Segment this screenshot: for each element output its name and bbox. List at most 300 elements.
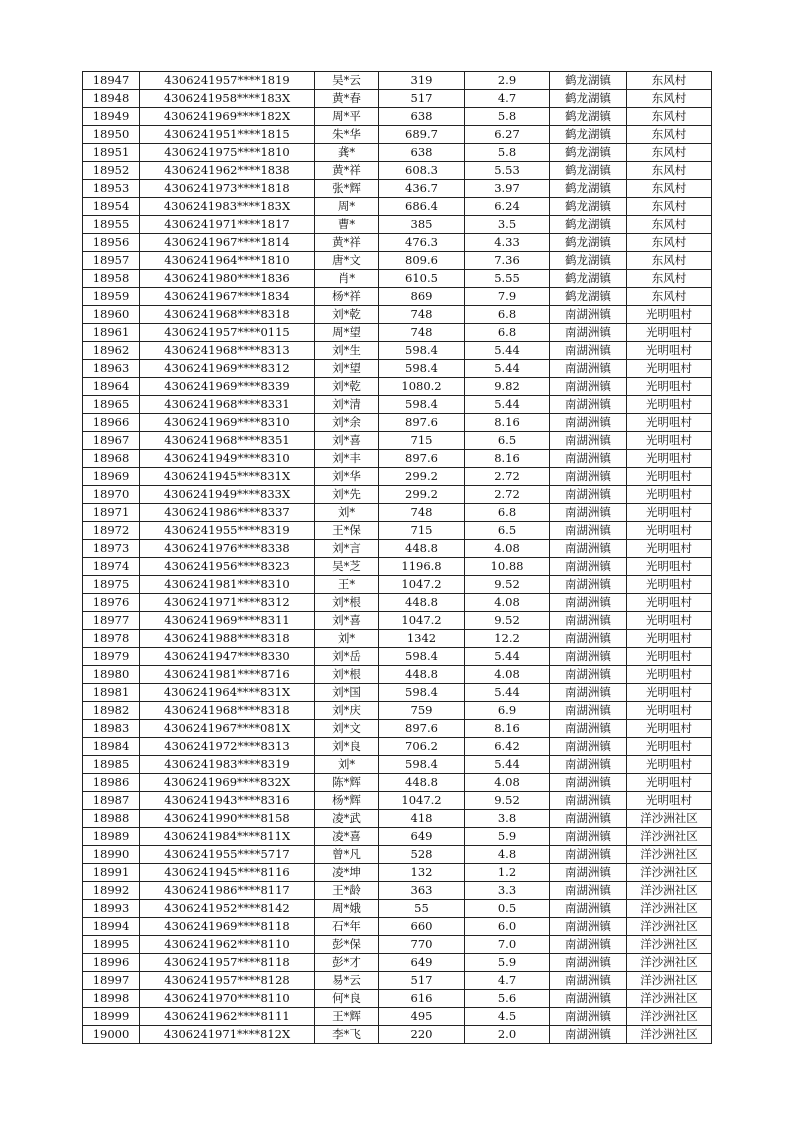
id-number-cell: 4306241983****8319 <box>140 756 315 774</box>
name-cell: 凌*喜 <box>315 828 379 846</box>
town-cell: 南湖洲镇 <box>550 720 627 738</box>
table-row <box>83 180 712 198</box>
area-cell: 6.8 <box>465 324 550 342</box>
table-row <box>83 954 712 972</box>
id-number-cell: 4306241983****183X <box>140 198 315 216</box>
id-number-cell: 4306241968****8351 <box>140 432 315 450</box>
town-cell: 南湖洲镇 <box>550 594 627 612</box>
row-number-cell: 18979 <box>83 648 140 666</box>
name-cell: 凌*武 <box>315 810 379 828</box>
name-cell: 唐*文 <box>315 252 379 270</box>
amount-cell: 649 <box>379 954 465 972</box>
amount-cell: 638 <box>379 108 465 126</box>
id-number-cell: 4306241969****8311 <box>140 612 315 630</box>
row-number-cell: 18975 <box>83 576 140 594</box>
table-row <box>83 126 712 144</box>
table-row <box>83 144 712 162</box>
row-number-cell: 18978 <box>83 630 140 648</box>
amount-cell: 660 <box>379 918 465 936</box>
table-row <box>83 1026 712 1044</box>
town-cell: 南湖洲镇 <box>550 378 627 396</box>
town-cell: 南湖洲镇 <box>550 630 627 648</box>
amount-cell: 598.4 <box>379 648 465 666</box>
town-cell: 南湖洲镇 <box>550 882 627 900</box>
area-cell: 3.5 <box>465 216 550 234</box>
table-row <box>83 900 712 918</box>
name-cell: 杨*祥 <box>315 288 379 306</box>
area-cell: 5.44 <box>465 342 550 360</box>
town-cell: 南湖洲镇 <box>550 936 627 954</box>
amount-cell: 748 <box>379 324 465 342</box>
town-cell: 鹤龙湖镇 <box>550 162 627 180</box>
village-cell: 东风村 <box>627 108 712 126</box>
village-cell: 东风村 <box>627 180 712 198</box>
row-number-cell: 18999 <box>83 1008 140 1026</box>
table-row <box>83 936 712 954</box>
area-cell: 3.3 <box>465 882 550 900</box>
name-cell: 张*辉 <box>315 180 379 198</box>
id-number-cell: 4306241964****831X <box>140 684 315 702</box>
row-number-cell: 18990 <box>83 846 140 864</box>
id-number-cell: 4306241969****8118 <box>140 918 315 936</box>
name-cell: 朱*华 <box>315 126 379 144</box>
village-cell: 光明咀村 <box>627 558 712 576</box>
amount-cell: 132 <box>379 864 465 882</box>
id-number-cell: 4306241971****1817 <box>140 216 315 234</box>
village-cell: 光明咀村 <box>627 360 712 378</box>
town-cell: 南湖洲镇 <box>550 864 627 882</box>
amount-cell: 715 <box>379 522 465 540</box>
town-cell: 鹤龙湖镇 <box>550 270 627 288</box>
name-cell: 刘*文 <box>315 720 379 738</box>
table-row <box>83 198 712 216</box>
name-cell: 刘*根 <box>315 666 379 684</box>
row-number-cell: 18961 <box>83 324 140 342</box>
amount-cell: 517 <box>379 972 465 990</box>
table-row <box>83 792 712 810</box>
name-cell: 王*保 <box>315 522 379 540</box>
village-cell: 洋沙洲社区 <box>627 1008 712 1026</box>
row-number-cell: 18958 <box>83 270 140 288</box>
area-cell: 5.6 <box>465 990 550 1008</box>
row-number-cell: 18956 <box>83 234 140 252</box>
id-number-cell: 4306241943****8316 <box>140 792 315 810</box>
row-number-cell: 18949 <box>83 108 140 126</box>
row-number-cell: 18977 <box>83 612 140 630</box>
village-cell: 洋沙洲社区 <box>627 918 712 936</box>
id-number-cell: 4306241976****8338 <box>140 540 315 558</box>
row-number-cell: 18985 <box>83 756 140 774</box>
village-cell: 光明咀村 <box>627 612 712 630</box>
table-row <box>83 702 712 720</box>
row-number-cell: 18948 <box>83 90 140 108</box>
area-cell: 7.0 <box>465 936 550 954</box>
town-cell: 南湖洲镇 <box>550 756 627 774</box>
area-cell: 5.9 <box>465 828 550 846</box>
table-row <box>83 486 712 504</box>
town-cell: 南湖洲镇 <box>550 1026 627 1044</box>
area-cell: 6.42 <box>465 738 550 756</box>
area-cell: 6.5 <box>465 522 550 540</box>
village-cell: 东风村 <box>627 90 712 108</box>
name-cell: 易*云 <box>315 972 379 990</box>
amount-cell: 706.2 <box>379 738 465 756</box>
area-cell: 5.8 <box>465 108 550 126</box>
name-cell: 杨*辉 <box>315 792 379 810</box>
table-row <box>83 774 712 792</box>
id-number-cell: 4306241973****1818 <box>140 180 315 198</box>
row-number-cell: 18947 <box>83 72 140 90</box>
area-cell: 10.88 <box>465 558 550 576</box>
area-cell: 7.9 <box>465 288 550 306</box>
table-row <box>83 432 712 450</box>
area-cell: 5.44 <box>465 396 550 414</box>
table-row <box>83 90 712 108</box>
id-number-cell: 4306241945****831X <box>140 468 315 486</box>
row-number-cell: 18963 <box>83 360 140 378</box>
name-cell: 刘* <box>315 504 379 522</box>
row-number-cell: 18976 <box>83 594 140 612</box>
name-cell: 周*娥 <box>315 900 379 918</box>
id-number-cell: 4306241957****8128 <box>140 972 315 990</box>
table-row <box>83 756 712 774</box>
town-cell: 南湖洲镇 <box>550 990 627 1008</box>
name-cell: 凌*坤 <box>315 864 379 882</box>
amount-cell: 598.4 <box>379 684 465 702</box>
amount-cell: 476.3 <box>379 234 465 252</box>
id-number-cell: 4306241947****8330 <box>140 648 315 666</box>
village-cell: 光明咀村 <box>627 540 712 558</box>
village-cell: 洋沙洲社区 <box>627 828 712 846</box>
town-cell: 南湖洲镇 <box>550 324 627 342</box>
village-cell: 洋沙洲社区 <box>627 954 712 972</box>
area-cell: 5.55 <box>465 270 550 288</box>
name-cell: 陈*辉 <box>315 774 379 792</box>
table-row <box>83 990 712 1008</box>
row-number-cell: 18972 <box>83 522 140 540</box>
area-cell: 4.08 <box>465 540 550 558</box>
town-cell: 鹤龙湖镇 <box>550 180 627 198</box>
id-number-cell: 4306241981****8716 <box>140 666 315 684</box>
id-number-cell: 4306241951****1815 <box>140 126 315 144</box>
amount-cell: 319 <box>379 72 465 90</box>
id-number-cell: 4306241968****8331 <box>140 396 315 414</box>
amount-cell: 528 <box>379 846 465 864</box>
town-cell: 南湖洲镇 <box>550 738 627 756</box>
town-cell: 南湖洲镇 <box>550 396 627 414</box>
amount-cell: 448.8 <box>379 540 465 558</box>
id-number-cell: 4306241969****832X <box>140 774 315 792</box>
name-cell: 黄*祥 <box>315 234 379 252</box>
area-cell: 9.52 <box>465 612 550 630</box>
name-cell: 刘*岳 <box>315 648 379 666</box>
village-cell: 洋沙洲社区 <box>627 864 712 882</box>
village-cell: 光明咀村 <box>627 738 712 756</box>
table-row <box>83 162 712 180</box>
id-number-cell: 4306241955****5717 <box>140 846 315 864</box>
id-number-cell: 4306241969****8312 <box>140 360 315 378</box>
amount-cell: 418 <box>379 810 465 828</box>
town-cell: 南湖洲镇 <box>550 342 627 360</box>
amount-cell: 1196.8 <box>379 558 465 576</box>
row-number-cell: 18952 <box>83 162 140 180</box>
area-cell: 12.2 <box>465 630 550 648</box>
amount-cell: 448.8 <box>379 594 465 612</box>
row-number-cell: 18969 <box>83 468 140 486</box>
name-cell: 刘*喜 <box>315 432 379 450</box>
village-cell: 光明咀村 <box>627 414 712 432</box>
name-cell: 刘*余 <box>315 414 379 432</box>
town-cell: 南湖洲镇 <box>550 828 627 846</box>
table-row <box>83 684 712 702</box>
village-cell: 东风村 <box>627 270 712 288</box>
town-cell: 南湖洲镇 <box>550 450 627 468</box>
id-number-cell: 4306241962****8110 <box>140 936 315 954</box>
table-row <box>83 612 712 630</box>
table-row <box>83 810 712 828</box>
village-cell: 光明咀村 <box>627 702 712 720</box>
town-cell: 鹤龙湖镇 <box>550 216 627 234</box>
name-cell: 刘*华 <box>315 468 379 486</box>
amount-cell: 897.6 <box>379 414 465 432</box>
village-cell: 光明咀村 <box>627 774 712 792</box>
id-number-cell: 4306241971****812X <box>140 1026 315 1044</box>
table-row <box>83 306 712 324</box>
name-cell: 李*飞 <box>315 1026 379 1044</box>
row-number-cell: 18955 <box>83 216 140 234</box>
amount-cell: 689.7 <box>379 126 465 144</box>
town-cell: 南湖洲镇 <box>550 540 627 558</box>
amount-cell: 748 <box>379 504 465 522</box>
area-cell: 4.7 <box>465 972 550 990</box>
village-cell: 东风村 <box>627 144 712 162</box>
amount-cell: 610.5 <box>379 270 465 288</box>
village-cell: 光明咀村 <box>627 324 712 342</box>
village-cell: 光明咀村 <box>627 630 712 648</box>
row-number-cell: 18967 <box>83 432 140 450</box>
id-number-cell: 4306241975****1810 <box>140 144 315 162</box>
area-cell: 5.44 <box>465 756 550 774</box>
table-row <box>83 828 712 846</box>
row-number-cell: 18988 <box>83 810 140 828</box>
name-cell: 吴*云 <box>315 72 379 90</box>
id-number-cell: 4306241955****8319 <box>140 522 315 540</box>
area-cell: 4.8 <box>465 846 550 864</box>
amount-cell: 748 <box>379 306 465 324</box>
amount-cell: 448.8 <box>379 666 465 684</box>
table-row <box>83 648 712 666</box>
table-row <box>83 738 712 756</box>
table-row <box>83 666 712 684</box>
town-cell: 南湖洲镇 <box>550 504 627 522</box>
town-cell: 南湖洲镇 <box>550 810 627 828</box>
row-number-cell: 18953 <box>83 180 140 198</box>
table-row <box>83 396 712 414</box>
row-number-cell: 18965 <box>83 396 140 414</box>
name-cell: 何*良 <box>315 990 379 1008</box>
area-cell: 4.33 <box>465 234 550 252</box>
row-number-cell: 18957 <box>83 252 140 270</box>
name-cell: 王*辉 <box>315 1008 379 1026</box>
row-number-cell: 18992 <box>83 882 140 900</box>
town-cell: 鹤龙湖镇 <box>550 126 627 144</box>
area-cell: 3.8 <box>465 810 550 828</box>
town-cell: 南湖洲镇 <box>550 414 627 432</box>
amount-cell: 517 <box>379 90 465 108</box>
area-cell: 9.52 <box>465 576 550 594</box>
table-row <box>83 1008 712 1026</box>
area-cell: 0.5 <box>465 900 550 918</box>
area-cell: 5.9 <box>465 954 550 972</box>
area-cell: 8.16 <box>465 450 550 468</box>
table-row <box>83 918 712 936</box>
amount-cell: 55 <box>379 900 465 918</box>
name-cell: 黄*祥 <box>315 162 379 180</box>
row-number-cell: 18994 <box>83 918 140 936</box>
amount-cell: 686.4 <box>379 198 465 216</box>
row-number-cell: 18973 <box>83 540 140 558</box>
table-row <box>83 360 712 378</box>
town-cell: 南湖洲镇 <box>550 576 627 594</box>
table-row <box>83 504 712 522</box>
id-number-cell: 4306241957****0115 <box>140 324 315 342</box>
amount-cell: 448.8 <box>379 774 465 792</box>
row-number-cell: 18962 <box>83 342 140 360</box>
table-row <box>83 630 712 648</box>
id-number-cell: 4306241984****811X <box>140 828 315 846</box>
village-cell: 洋沙洲社区 <box>627 936 712 954</box>
row-number-cell: 18987 <box>83 792 140 810</box>
area-cell: 5.44 <box>465 648 550 666</box>
village-cell: 东风村 <box>627 216 712 234</box>
table-row <box>83 450 712 468</box>
name-cell: 肖* <box>315 270 379 288</box>
amount-cell: 598.4 <box>379 756 465 774</box>
id-number-cell: 4306241962****8111 <box>140 1008 315 1026</box>
amount-cell: 759 <box>379 702 465 720</box>
row-number-cell: 18964 <box>83 378 140 396</box>
town-cell: 南湖洲镇 <box>550 306 627 324</box>
id-number-cell: 4306241964****1810 <box>140 252 315 270</box>
table-row <box>83 414 712 432</box>
area-cell: 6.24 <box>465 198 550 216</box>
id-number-cell: 4306241970****8110 <box>140 990 315 1008</box>
area-cell: 6.5 <box>465 432 550 450</box>
amount-cell: 897.6 <box>379 450 465 468</box>
village-cell: 光明咀村 <box>627 594 712 612</box>
table-row <box>83 720 712 738</box>
amount-cell: 1047.2 <box>379 612 465 630</box>
name-cell: 刘*生 <box>315 342 379 360</box>
amount-cell: 495 <box>379 1008 465 1026</box>
amount-cell: 299.2 <box>379 468 465 486</box>
id-number-cell: 4306241952****8142 <box>140 900 315 918</box>
area-cell: 5.53 <box>465 162 550 180</box>
village-cell: 东风村 <box>627 252 712 270</box>
name-cell: 刘*清 <box>315 396 379 414</box>
id-number-cell: 4306241969****8339 <box>140 378 315 396</box>
name-cell: 刘*乾 <box>315 378 379 396</box>
area-cell: 6.9 <box>465 702 550 720</box>
name-cell: 刘*望 <box>315 360 379 378</box>
id-number-cell: 4306241968****8318 <box>140 306 315 324</box>
table-row <box>83 576 712 594</box>
amount-cell: 649 <box>379 828 465 846</box>
area-cell: 8.16 <box>465 414 550 432</box>
id-number-cell: 4306241969****8310 <box>140 414 315 432</box>
area-cell: 4.08 <box>465 594 550 612</box>
id-number-cell: 4306241967****1814 <box>140 234 315 252</box>
town-cell: 南湖洲镇 <box>550 702 627 720</box>
row-number-cell: 18966 <box>83 414 140 432</box>
table-row <box>83 468 712 486</box>
table-row <box>83 234 712 252</box>
table-row <box>83 342 712 360</box>
row-number-cell: 18970 <box>83 486 140 504</box>
town-cell: 南湖洲镇 <box>550 432 627 450</box>
area-cell: 4.7 <box>465 90 550 108</box>
town-cell: 南湖洲镇 <box>550 792 627 810</box>
town-cell: 南湖洲镇 <box>550 972 627 990</box>
row-number-cell: 18960 <box>83 306 140 324</box>
name-cell: 刘*根 <box>315 594 379 612</box>
town-cell: 南湖洲镇 <box>550 522 627 540</box>
id-number-cell: 4306241949****833X <box>140 486 315 504</box>
area-cell: 4.08 <box>465 774 550 792</box>
name-cell: 周* <box>315 198 379 216</box>
row-number-cell: 18981 <box>83 684 140 702</box>
row-number-cell: 18991 <box>83 864 140 882</box>
name-cell: 黄*春 <box>315 90 379 108</box>
amount-cell: 385 <box>379 216 465 234</box>
name-cell: 彭*才 <box>315 954 379 972</box>
amount-cell: 616 <box>379 990 465 1008</box>
village-cell: 光明咀村 <box>627 342 712 360</box>
area-cell: 5.44 <box>465 684 550 702</box>
village-cell: 光明咀村 <box>627 396 712 414</box>
village-cell: 东风村 <box>627 198 712 216</box>
town-cell: 南湖洲镇 <box>550 774 627 792</box>
table-row <box>83 72 712 90</box>
area-cell: 2.9 <box>465 72 550 90</box>
village-cell: 光明咀村 <box>627 450 712 468</box>
amount-cell: 1047.2 <box>379 792 465 810</box>
row-number-cell: 18950 <box>83 126 140 144</box>
amount-cell: 770 <box>379 936 465 954</box>
row-number-cell: 18959 <box>83 288 140 306</box>
name-cell: 曾*凡 <box>315 846 379 864</box>
amount-cell: 299.2 <box>379 486 465 504</box>
name-cell: 刘*乾 <box>315 306 379 324</box>
id-number-cell: 4306241971****8312 <box>140 594 315 612</box>
area-cell: 4.08 <box>465 666 550 684</box>
amount-cell: 436.7 <box>379 180 465 198</box>
id-number-cell: 4306241968****8313 <box>140 342 315 360</box>
name-cell: 周*望 <box>315 324 379 342</box>
id-number-cell: 4306241949****8310 <box>140 450 315 468</box>
village-cell: 光明咀村 <box>627 378 712 396</box>
table-row <box>83 522 712 540</box>
village-cell: 洋沙洲社区 <box>627 846 712 864</box>
id-number-cell: 4306241988****8318 <box>140 630 315 648</box>
table-row <box>83 594 712 612</box>
name-cell: 石*年 <box>315 918 379 936</box>
table-row <box>83 324 712 342</box>
town-cell: 南湖洲镇 <box>550 900 627 918</box>
row-number-cell: 18989 <box>83 828 140 846</box>
area-cell: 9.82 <box>465 378 550 396</box>
id-number-cell: 4306241967****1834 <box>140 288 315 306</box>
